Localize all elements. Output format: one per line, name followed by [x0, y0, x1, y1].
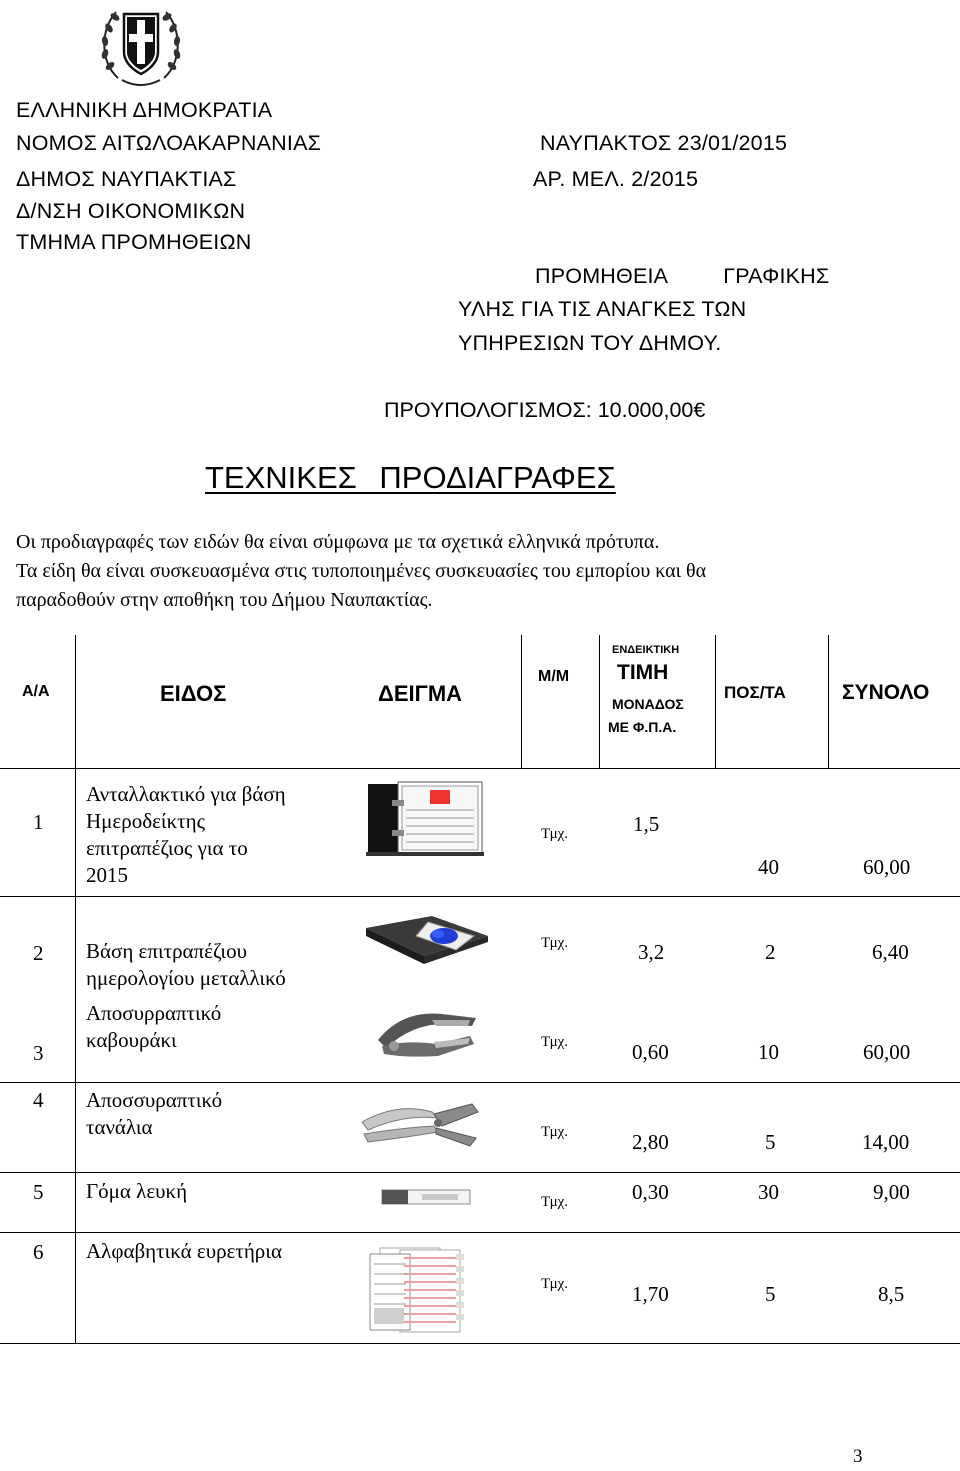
item-description	[86, 781, 286, 889]
unit-price: 1,70	[632, 1282, 669, 1306]
grid-line	[75, 635, 76, 768]
header-qty: ΠΟΣ/ΤΑ	[724, 683, 786, 702]
grid-line	[599, 635, 600, 768]
header-price-mid: ΜΟΝΑΔΟΣ	[612, 696, 684, 712]
header-total: ΣΥΝΟΛΟ	[842, 681, 930, 704]
intro-line-3: παραδοθούν στην αποθήκη του Δήμου Ναυπακτίας.	[16, 589, 433, 611]
header-item: ΕΙΔΟΣ	[160, 681, 227, 706]
desk-calendar-base-image	[362, 910, 492, 970]
greek-state-emblem-icon	[94, 0, 188, 92]
total: 14,00	[862, 1130, 910, 1154]
desc-line: Γόμα λευκή	[86, 1179, 188, 1203]
quantity: 5	[765, 1282, 776, 1306]
desc-line: επιτραπέζιος για το	[86, 836, 248, 860]
item-description	[86, 1178, 187, 1205]
unit-price: 2,80	[632, 1130, 669, 1154]
item-description	[86, 1000, 221, 1054]
desc-line: Ημεροδείκτης	[86, 809, 205, 833]
subject-line-2: ΥΛΗΣ ΓΙΑ ΤΙΣ ΑΝΑΓΚΕΣ ΤΩΝ	[458, 297, 747, 321]
grid-line	[0, 1082, 960, 1083]
unit-of-measure: Τμχ.	[541, 1124, 569, 1140]
unit-of-measure: Τμχ.	[541, 935, 569, 951]
budget-amount: ΠΡΟΥΠΟΛΟΓΙΣΜΟΣ: 10.000,00€	[384, 398, 706, 422]
row-number: 4	[33, 1088, 44, 1112]
reference-number: ΑΡ. ΜΕΛ. 2/2015	[533, 167, 699, 191]
row-number: 1	[33, 810, 44, 834]
intro-line-2: Τα είδη θα είναι συσκευασμένα στις τυποποιημένες συσκευασίες του εμπορίου και θα	[16, 560, 707, 582]
desc-line: Αποσσυραπτικό	[86, 1088, 223, 1112]
header-aa: Α/Α	[22, 683, 50, 700]
desc-line: Βάση επιτραπέζιου	[86, 939, 247, 963]
item-description	[86, 1087, 222, 1141]
item-description	[86, 938, 286, 992]
quantity: 40	[758, 855, 779, 879]
unit-price: 3,2	[638, 940, 665, 964]
desk-calendar-refill-image	[366, 778, 486, 858]
unit-of-measure: Τμχ.	[541, 826, 569, 842]
total: 60,00	[863, 855, 911, 879]
org-line-prefecture: ΝΟΜΟΣ ΑΙΤΩΛΟΑΚΑΡΝΑΝΙΑΣ	[16, 131, 322, 155]
desc-line: Ανταλλακτικό για βάση	[86, 782, 286, 806]
org-line-department: ΤΜΗΜΑ ΠΡΟΜΗΘΕΙΩΝ	[16, 230, 252, 254]
desc-line: τανάλια	[86, 1115, 153, 1139]
quantity: 30	[758, 1180, 779, 1204]
header-unit: Μ/Μ	[538, 668, 570, 685]
grid-line	[0, 768, 960, 769]
row-number: 6	[33, 1240, 44, 1264]
row-number: 5	[33, 1180, 44, 1204]
row-number: 3	[33, 1041, 44, 1065]
total: 60,00	[863, 1040, 911, 1064]
desc-line: Αλφαβητικά ευρετήρια	[86, 1239, 282, 1263]
document-title: ΤΕΧΝΙΚΕΣ ΠΡΟΔΙΑΓΡΑΦΕΣ	[205, 460, 616, 495]
desc-line: Αποσυρραπτικό	[86, 1001, 222, 1025]
total: 9,00	[873, 1180, 910, 1204]
staple-remover-image	[372, 1000, 482, 1066]
grid-line	[0, 1232, 960, 1233]
quantity: 5	[765, 1130, 776, 1154]
desc-line: ημερολογίου μεταλλικό	[86, 966, 286, 990]
grid-line	[828, 635, 829, 768]
alphabetical-index-image	[366, 1244, 476, 1336]
org-line-directorate: Δ/ΝΣΗ ΟΙΚΟΝΟΜΙΚΩΝ	[16, 199, 246, 223]
eraser-image	[380, 1186, 472, 1208]
subject-line-1: ΠΡΟΜΗΘΕΙΑ ΓΡΑΦΙΚΗΣ	[535, 264, 830, 288]
subject-line-3: ΥΠΗΡΕΣΙΩΝ ΤΟΥ ΔΗΜΟΥ.	[458, 331, 722, 355]
total: 6,40	[872, 940, 909, 964]
quantity: 10	[758, 1040, 779, 1064]
place-date: ΝΑΥΠΑΚΤΟΣ 23/01/2015	[540, 131, 788, 155]
unit-price: 0,30	[632, 1180, 669, 1204]
unit-price: 0,60	[632, 1040, 669, 1064]
header-price-main: ΤΙΜΗ	[617, 661, 669, 684]
grid-line	[0, 896, 960, 897]
unit-of-measure: Τμχ.	[541, 1276, 569, 1292]
unit-of-measure: Τμχ.	[541, 1194, 569, 1210]
intro-line-1: Οι προδιαγραφές των ειδών θα είναι σύμφωνα με τα σχετικά ελληνικά πρότυπα.	[16, 531, 660, 553]
header-price-bot: ΜΕ Φ.Π.Α.	[608, 719, 677, 735]
intro-paragraph	[16, 528, 936, 615]
grid-line	[715, 635, 716, 768]
quantity: 2	[765, 940, 776, 964]
row-number: 2	[33, 941, 44, 965]
desc-line: 2015	[86, 863, 128, 887]
grid-line	[0, 1343, 960, 1344]
header-price-top: ΕΝΔΕΙΚΤΙΚΗ	[612, 644, 680, 656]
total: 8,5	[878, 1282, 905, 1306]
unit-of-measure: Τμχ.	[541, 1034, 569, 1050]
grid-line	[0, 1172, 960, 1173]
item-description	[86, 1238, 282, 1265]
org-line-municipality: ΔΗΜΟΣ ΝΑΥΠΑΚΤΙΑΣ	[16, 167, 237, 191]
desc-line: καβουράκι	[86, 1028, 177, 1052]
plier-staple-remover-image	[358, 1098, 484, 1156]
header-sample: ΔΕΙΓΜΑ	[378, 681, 463, 706]
org-line-republic: ΕΛΛΗΝΙΚΗ ΔΗΜΟΚΡΑΤΙΑ	[16, 98, 273, 122]
unit-price: 1,5	[633, 812, 660, 836]
grid-line	[521, 635, 522, 768]
grid-line	[75, 768, 76, 1344]
page-number: 3	[853, 1446, 863, 1467]
